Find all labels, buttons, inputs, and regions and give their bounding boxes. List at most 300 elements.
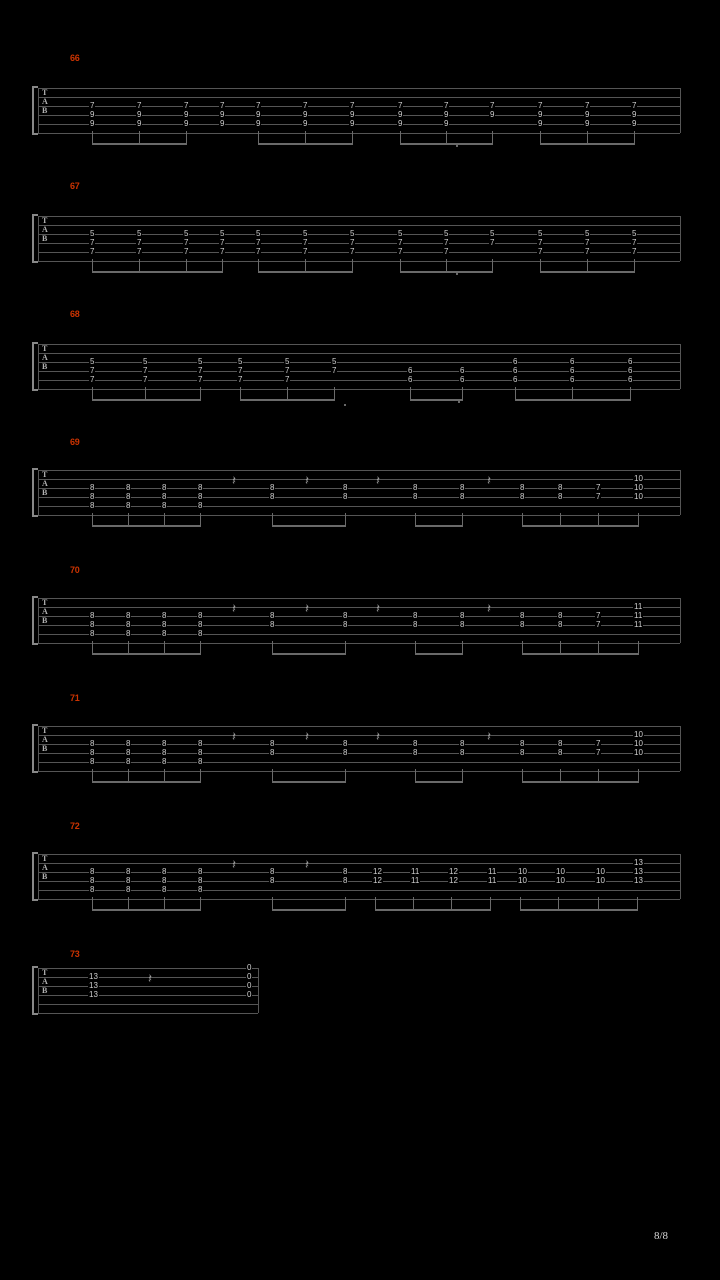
tab-note: 9 — [350, 119, 355, 128]
rest-symbol: 𝄽 — [376, 473, 380, 488]
tab-note: 6 — [460, 375, 465, 384]
tab-note: 8 — [270, 611, 275, 620]
tab-note: 8 — [162, 757, 167, 766]
barline — [38, 968, 39, 1013]
tab-note: 8 — [126, 611, 131, 620]
stem — [164, 641, 165, 655]
stem — [446, 259, 447, 273]
tab-note: 10 — [634, 730, 643, 739]
tab-note: 6 — [570, 366, 575, 375]
measure-number: 73 — [70, 949, 80, 959]
tab-note: 7 — [632, 101, 637, 110]
stem — [164, 769, 165, 783]
tab-note: 8 — [270, 748, 275, 757]
stem — [272, 897, 273, 911]
tab-note: 8 — [126, 757, 131, 766]
beam — [410, 399, 462, 401]
beam — [375, 909, 490, 911]
tab-note: 7 — [350, 101, 355, 110]
tab-note: 5 — [220, 229, 225, 238]
tab-clef-letter: B — [42, 362, 48, 371]
tab-note: 8 — [413, 483, 418, 492]
tab-note: 7 — [220, 101, 225, 110]
tab-clef-letter: B — [42, 986, 48, 995]
barline — [680, 470, 681, 515]
staff-line — [38, 598, 680, 599]
tab-note: 13 — [89, 972, 98, 981]
tab-note: 7 — [596, 739, 601, 748]
tab-note: 13 — [89, 990, 98, 999]
stem — [400, 259, 401, 273]
tab-note: 5 — [184, 229, 189, 238]
tab-note: 8 — [413, 739, 418, 748]
tab-note: 0 — [247, 981, 252, 990]
beam — [92, 653, 200, 655]
tab-clef-letter: B — [42, 488, 48, 497]
tab-note: 7 — [444, 247, 449, 256]
measure-number: 68 — [70, 309, 80, 319]
staff-line — [38, 470, 680, 471]
tab-note: 8 — [126, 867, 131, 876]
beam — [415, 525, 462, 527]
stem — [598, 641, 599, 655]
tab-note: 8 — [270, 620, 275, 629]
tab-note: 11 — [634, 611, 643, 620]
barline — [38, 854, 39, 899]
tab-note: 8 — [198, 748, 203, 757]
tab-note: 9 — [184, 119, 189, 128]
tab-note: 5 — [585, 229, 590, 238]
measure-number: 72 — [70, 821, 80, 831]
stem — [451, 897, 452, 911]
rest-symbol: 𝄽 — [232, 473, 236, 488]
stem — [139, 259, 140, 273]
tab-note: 7 — [444, 238, 449, 247]
stem — [200, 513, 201, 527]
tab-clef-letter: T — [42, 216, 48, 225]
tab-note: 8 — [270, 739, 275, 748]
tab-note: 9 — [632, 119, 637, 128]
stem — [305, 131, 306, 145]
staff-line — [38, 261, 680, 262]
tab-note: 5 — [256, 229, 261, 238]
tab-note: 8 — [413, 492, 418, 501]
tab-note: 8 — [90, 748, 95, 757]
tab-clef-letter: A — [42, 977, 48, 986]
tab-note: 9 — [256, 119, 261, 128]
stem — [200, 897, 201, 911]
stem — [560, 769, 561, 783]
tab-note: 8 — [520, 611, 525, 620]
tab-note: 8 — [90, 501, 95, 510]
beam — [415, 653, 462, 655]
stem — [352, 131, 353, 145]
tab-note: 8 — [90, 885, 95, 894]
beam — [92, 271, 222, 273]
tab-clef-letter: B — [42, 106, 48, 115]
tab-note: 8 — [162, 876, 167, 885]
stem — [145, 387, 146, 401]
tab-note: 9 — [538, 110, 543, 119]
stem — [272, 641, 273, 655]
tab-note: 8 — [343, 876, 348, 885]
rest-symbol: 𝄽 — [376, 601, 380, 616]
rest-symbol: 𝄽 — [148, 971, 152, 986]
tab-note: 7 — [303, 238, 308, 247]
tab-note: 9 — [220, 110, 225, 119]
tab-note: 13 — [634, 867, 643, 876]
tab-note: 8 — [198, 492, 203, 501]
stem — [345, 513, 346, 527]
tab-note: 8 — [162, 483, 167, 492]
tab-note: 7 — [220, 247, 225, 256]
rest-symbol: 𝄽 — [232, 601, 236, 616]
page-number: 8/8 — [653, 1230, 668, 1242]
tab-note: 8 — [162, 492, 167, 501]
beam — [520, 909, 637, 911]
tab-clef-letter: T — [42, 854, 48, 863]
tab-note: 8 — [198, 757, 203, 766]
stem — [345, 897, 346, 911]
beam — [522, 781, 638, 783]
staff-line — [38, 762, 680, 763]
stem — [92, 513, 93, 527]
tab-clef-letter: T — [42, 470, 48, 479]
tab-note: 9 — [90, 110, 95, 119]
tab-note: 8 — [90, 867, 95, 876]
tab-note: 7 — [585, 247, 590, 256]
stem — [520, 897, 521, 911]
tab-note: 8 — [162, 629, 167, 638]
tab-note: 7 — [585, 101, 590, 110]
tab-note: 0 — [247, 972, 252, 981]
stem — [634, 131, 635, 145]
tab-clef-letter: T — [42, 968, 48, 977]
staff-line — [38, 380, 680, 381]
tab-note: 8 — [558, 748, 563, 757]
tab-note: 8 — [270, 867, 275, 876]
tab-note: 5 — [444, 229, 449, 238]
tab-note: 7 — [303, 101, 308, 110]
tab-note: 7 — [596, 748, 601, 757]
stem — [128, 897, 129, 911]
tab-note: 7 — [285, 375, 290, 384]
tab-clef-letter: A — [42, 863, 48, 872]
stem — [258, 131, 259, 145]
stem — [638, 513, 639, 527]
tab-note: 0 — [247, 990, 252, 999]
tab-note: 8 — [90, 757, 95, 766]
measure-number: 70 — [70, 565, 80, 575]
tab-note: 8 — [126, 739, 131, 748]
tab-clef-letter: B — [42, 234, 48, 243]
tab-clef-letter: T — [42, 726, 48, 735]
tab-note: 7 — [220, 238, 225, 247]
tab-note: 9 — [256, 110, 261, 119]
tab-note: 8 — [460, 739, 465, 748]
stem — [540, 259, 541, 273]
barline — [38, 470, 39, 515]
staccato-dot — [344, 404, 346, 406]
tab-note: 7 — [143, 366, 148, 375]
staff-line — [38, 353, 680, 354]
tab-note: 10 — [596, 876, 605, 885]
tab-note: 9 — [585, 110, 590, 119]
barline — [680, 854, 681, 899]
tab-note: 8 — [90, 739, 95, 748]
tab-note: 8 — [558, 611, 563, 620]
tab-note: 8 — [460, 620, 465, 629]
tab-note: 8 — [343, 483, 348, 492]
tab-note: 5 — [303, 229, 308, 238]
tab-note: 7 — [184, 238, 189, 247]
staff-line — [38, 488, 680, 489]
staff-line — [38, 371, 680, 372]
tab-note: 0 — [247, 963, 252, 972]
staff-line — [38, 506, 680, 507]
barline — [680, 88, 681, 133]
stem — [492, 259, 493, 273]
tab-note: 11 — [634, 602, 643, 611]
tab-note: 8 — [162, 748, 167, 757]
barline — [38, 88, 39, 133]
tab-note: 7 — [90, 238, 95, 247]
tab-note: 13 — [89, 981, 98, 990]
tab-note: 5 — [332, 357, 337, 366]
tab-note: 8 — [270, 876, 275, 885]
barline — [258, 968, 259, 1013]
beam — [92, 399, 200, 401]
stem — [128, 769, 129, 783]
tab-note: 8 — [90, 620, 95, 629]
stem — [305, 259, 306, 273]
tab-clef-letter: A — [42, 735, 48, 744]
tab-note: 8 — [126, 620, 131, 629]
tab-note: 8 — [162, 611, 167, 620]
tab-note: 11 — [411, 867, 420, 876]
tab-note: 8 — [558, 483, 563, 492]
stem — [462, 387, 463, 401]
tab-note: 7 — [490, 101, 495, 110]
tab-note: 7 — [256, 238, 261, 247]
tab-note: 8 — [198, 885, 203, 894]
tab-note: 9 — [444, 119, 449, 128]
tab-note: 8 — [558, 739, 563, 748]
tab-note: 6 — [513, 357, 518, 366]
tab-note: 9 — [184, 110, 189, 119]
tab-note: 8 — [198, 611, 203, 620]
stem — [415, 641, 416, 655]
tab-note: 6 — [513, 375, 518, 384]
staff-line — [38, 515, 680, 516]
staff-line — [38, 225, 680, 226]
tab-clef-letter: A — [42, 97, 48, 106]
staff-line — [38, 625, 680, 626]
tab-note: 8 — [126, 483, 131, 492]
tab-note: 12 — [449, 876, 458, 885]
tab-note: 7 — [198, 375, 203, 384]
measure-number: 71 — [70, 693, 80, 703]
stem — [462, 513, 463, 527]
tab-clef-letter: A — [42, 353, 48, 362]
stem — [92, 387, 93, 401]
tab-note: 6 — [570, 357, 575, 366]
staff-line — [38, 863, 680, 864]
tab-note: 10 — [634, 474, 643, 483]
barline — [680, 726, 681, 771]
stem — [598, 769, 599, 783]
measure-number: 66 — [70, 53, 80, 63]
tab-note: 8 — [520, 483, 525, 492]
stem — [634, 259, 635, 273]
tab-note: 8 — [198, 501, 203, 510]
staff-line — [38, 607, 680, 608]
tab-note: 13 — [634, 858, 643, 867]
tab-note: 7 — [90, 247, 95, 256]
tab-note: 8 — [90, 629, 95, 638]
tab-note: 7 — [632, 247, 637, 256]
tab-note: 8 — [198, 739, 203, 748]
rest-symbol: 𝄽 — [305, 601, 309, 616]
stem — [630, 387, 631, 401]
stem — [92, 897, 93, 911]
tab-note: 8 — [558, 492, 563, 501]
stem — [375, 897, 376, 911]
tab-note: 8 — [162, 739, 167, 748]
stem — [258, 259, 259, 273]
stem — [92, 769, 93, 783]
staff-line — [38, 1013, 258, 1014]
staff-line — [38, 753, 680, 754]
tab-note: 9 — [444, 110, 449, 119]
tab-note: 7 — [90, 101, 95, 110]
tab-note: 5 — [90, 357, 95, 366]
tab-note: 9 — [398, 110, 403, 119]
barline — [680, 598, 681, 643]
barline — [38, 726, 39, 771]
tab-note: 7 — [332, 366, 337, 375]
tab-clef-letter: B — [42, 616, 48, 625]
tab-note: 5 — [285, 357, 290, 366]
tab-note: 7 — [256, 247, 261, 256]
stem — [92, 259, 93, 273]
stem — [462, 769, 463, 783]
staccato-dot — [456, 145, 458, 147]
tab-note: 8 — [126, 629, 131, 638]
tab-note: 8 — [520, 492, 525, 501]
stem — [92, 131, 93, 145]
staff-line — [38, 97, 680, 98]
tab-note: 7 — [90, 375, 95, 384]
tab-note: 8 — [413, 748, 418, 757]
tab-note: 10 — [518, 867, 527, 876]
tab-note: 10 — [634, 748, 643, 757]
tab-note: 7 — [238, 375, 243, 384]
tab-note: 5 — [398, 229, 403, 238]
stem — [400, 131, 401, 145]
stem — [558, 897, 559, 911]
tab-note: 8 — [460, 492, 465, 501]
beam — [415, 781, 462, 783]
staff-line — [38, 771, 680, 772]
tab-note: 7 — [256, 101, 261, 110]
beam — [272, 525, 345, 527]
tab-note: 8 — [126, 492, 131, 501]
tab-note: 9 — [350, 110, 355, 119]
tab-note: 5 — [538, 229, 543, 238]
staff-line — [38, 616, 680, 617]
staff-line — [38, 881, 680, 882]
tab-note: 9 — [632, 110, 637, 119]
stem — [598, 513, 599, 527]
tab-note: 7 — [585, 238, 590, 247]
tab-note: 6 — [460, 366, 465, 375]
stem — [587, 131, 588, 145]
stem — [200, 641, 201, 655]
tab-note: 7 — [143, 375, 148, 384]
tab-note: 11 — [488, 876, 497, 885]
barline — [38, 216, 39, 261]
tab-note: 11 — [488, 867, 497, 876]
tab-note: 10 — [634, 492, 643, 501]
tab-clef-letter: A — [42, 479, 48, 488]
tab-note: 6 — [628, 366, 633, 375]
tab-note: 7 — [398, 247, 403, 256]
tab-note: 7 — [184, 247, 189, 256]
tab-note: 8 — [413, 620, 418, 629]
tab-note: 8 — [198, 620, 203, 629]
tab-note: 8 — [126, 501, 131, 510]
tab-note: 8 — [413, 611, 418, 620]
stem — [522, 513, 523, 527]
stem — [587, 259, 588, 273]
tab-note: 8 — [90, 611, 95, 620]
beam — [92, 781, 200, 783]
stem — [490, 897, 491, 911]
stem — [515, 387, 516, 401]
tab-note: 6 — [408, 375, 413, 384]
tab-clef-letter: A — [42, 607, 48, 616]
tab-note: 8 — [126, 885, 131, 894]
stem — [272, 769, 273, 783]
tab-note: 7 — [303, 247, 308, 256]
tab-note: 11 — [634, 620, 643, 629]
tab-note: 7 — [398, 238, 403, 247]
stem — [462, 641, 463, 655]
staff-line — [38, 497, 680, 498]
tab-note: 8 — [162, 620, 167, 629]
tab-note: 10 — [634, 483, 643, 492]
stem — [560, 513, 561, 527]
tab-note: 9 — [137, 110, 142, 119]
stem — [222, 259, 223, 273]
tab-note: 12 — [373, 876, 382, 885]
tab-note: 7 — [632, 238, 637, 247]
tab-note: 6 — [408, 366, 413, 375]
stem — [560, 641, 561, 655]
rest-symbol: 𝄽 — [305, 857, 309, 872]
staff-line — [38, 744, 680, 745]
tab-note: 6 — [628, 375, 633, 384]
tab-note: 8 — [460, 748, 465, 757]
tab-note: 8 — [126, 876, 131, 885]
tab-clef-letter: B — [42, 872, 48, 881]
staff-line — [38, 735, 680, 736]
tab-note: 5 — [143, 357, 148, 366]
barline — [38, 598, 39, 643]
tab-note: 7 — [538, 101, 543, 110]
rest-symbol: 𝄽 — [487, 601, 491, 616]
